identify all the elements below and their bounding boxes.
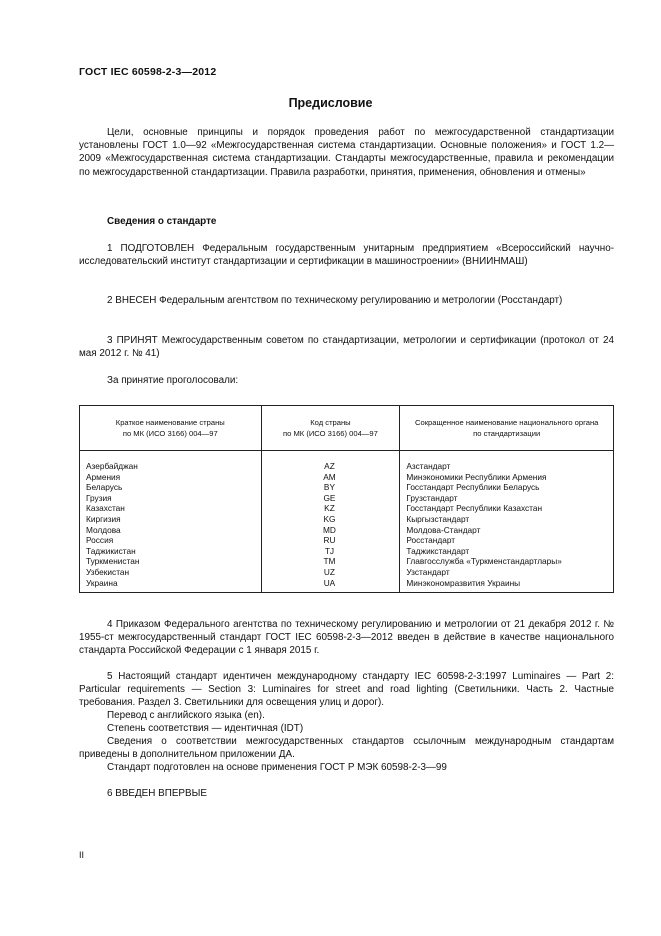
cell-body: Минэкономразвития Украины [400,578,614,593]
cell-country: Азербайджан [80,451,262,472]
header-body-line1: Сокращенное наименование национального органа [415,418,599,427]
item-5-text: 5 Настоящий стандарт идентичен международному стандарту IEC 60598-2-3:1997 Luminaires — Part 2: Particular requirements — Section 3: Luminaires for street and road lighting (Светильники. Часть 2. Частные требования. Раздел 3. Светильники для освещения улиц и дорог). [79,671,614,709]
vote-intro: За принятие проголосовали: [107,375,239,386]
header-code [261,406,400,451]
table-row [80,556,614,567]
cell-body: Госстандарт Республики Беларусь [400,482,614,493]
cell-body: Таджикстандарт [400,546,614,557]
cell-body: Минэкономики Республики Армения [400,472,614,483]
item-5-translation: Перевод с английского языка (en). [107,710,265,721]
cell-country: Казахстан [80,503,262,514]
table-row [80,472,614,483]
item-2-text: 2 ВНЕСЕН Федеральным агентством по техническому регулированию и метрологии (Росстандарт) [107,295,563,306]
cell-body: Азстандарт [400,451,614,472]
cell-country: Украина [80,578,262,593]
cell-code: TJ [261,546,400,557]
item-4 [79,618,614,658]
cell-country: Таджикистан [80,546,262,557]
document-header: ГОСТ IEC 60598-2-3—2012 [79,66,217,78]
item-1 [79,242,614,268]
intro-paragraph [79,126,614,179]
cell-code: RU [261,535,400,546]
cell-code: UZ [261,567,400,578]
cell-body: Грузстандарт [400,493,614,504]
cell-body: Росстандарт [400,535,614,546]
item-6: 6 ВВЕДЕН ВПЕРВЫЕ [107,788,207,799]
cell-country: Туркменистан [80,556,262,567]
table-row [80,493,614,504]
header-code-line2: по МК (ИСО 3166) 004—97 [283,429,378,438]
cell-country: Беларусь [80,482,262,493]
item-5-basis: Стандарт подготовлен на основе применения ГОСТ Р МЭК 60598-2-3—99 [107,762,447,773]
intro-text: Цели, основные принципы и порядок проведения работ по межгосударственной стандартизации установлены ГОСТ 1.0—92 «Межгосударственная система стандартизации. Основные положения» и ГОСТ 1.2—2009 «Межгосударственная система стандартизации. Стандарты межгосударственные, правила и рекомендации по межгосударственной стандартизации. Правила разработки, принятия, применения, обновления и отмены» [79,127,614,178]
cell-code: MD [261,525,400,536]
page-title: Предисловие [288,96,373,110]
cell-code: GE [261,493,400,504]
cell-code: TM [261,556,400,567]
table-row [80,535,614,546]
header-country [80,406,262,451]
cell-code: UA [261,578,400,593]
header-code-line1: Код страны [310,418,351,427]
cell-code: AZ [261,451,400,472]
voting-table [79,405,614,593]
table-row [80,482,614,493]
cell-body: Молдова-Стандарт [400,525,614,536]
table-header-row [80,406,614,451]
cell-body: Главгосслужба «Туркменстандартлары» [400,556,614,567]
table-row [80,578,614,593]
cell-country: Молдова [80,525,262,536]
cell-code: AM [261,472,400,483]
header-body-line2: по стандартизации [473,429,541,438]
item-5-annex-text: Сведения о соответствии межгосударственных стандартов ссылочным международным стандартам приведены в дополнительном приложении ДА. [79,736,614,761]
cell-body: Кыргызстандарт [400,514,614,525]
table-row [80,567,614,578]
cell-country: Киргизия [80,514,262,525]
cell-country: Россия [80,535,262,546]
item-2 [79,294,614,307]
item-3 [79,334,614,360]
cell-code: KG [261,514,400,525]
item-4-text: 4 Приказом Федерального агентства по техническому регулированию и метрологии от 21 декабря 2012 г. № 1955-ст межгосударственный стандарт ГОСТ IEC 60598-2-3—2012 введен в действие в качестве национального стандарта Российской Федерации с 1 января 2015 г. [79,619,614,657]
section-heading: Сведения о стандарте [107,216,217,227]
item-1-text: 1 ПОДГОТОВЛЕН Федеральным государственным унитарным предприятием «Всероссийский научно-исследовательский институт стандартизации и сертификации в машиностроении» (ВНИИНМАШ) [79,243,614,268]
table-row [80,451,614,472]
header-body [400,406,614,451]
page-number: II [79,850,85,860]
item-5 [79,670,614,710]
item-3-text: 3 ПРИНЯТ Межгосударственным советом по стандартизации, метрологии и сертификации (протокол от 24 мая 2012 г. № 41) [79,335,614,360]
table-row [80,525,614,536]
cell-code: BY [261,482,400,493]
table-body [80,451,614,593]
table-row [80,503,614,514]
cell-body: Узстандарт [400,567,614,578]
cell-country: Армения [80,472,262,483]
item-5-conformity: Степень соответствия — идентичная (IDT) [107,723,304,734]
item-5-annex [79,735,614,761]
cell-country: Узбекистан [80,567,262,578]
cell-country: Грузия [80,493,262,504]
table-row [80,546,614,557]
header-country-line2: по МК (ИСО 3166) 004—97 [122,429,218,438]
cell-code: KZ [261,503,400,514]
table-row [80,514,614,525]
header-country-line1: Краткое наименование страны [115,418,225,427]
cell-body: Госстандарт Республики Казахстан [400,503,614,514]
